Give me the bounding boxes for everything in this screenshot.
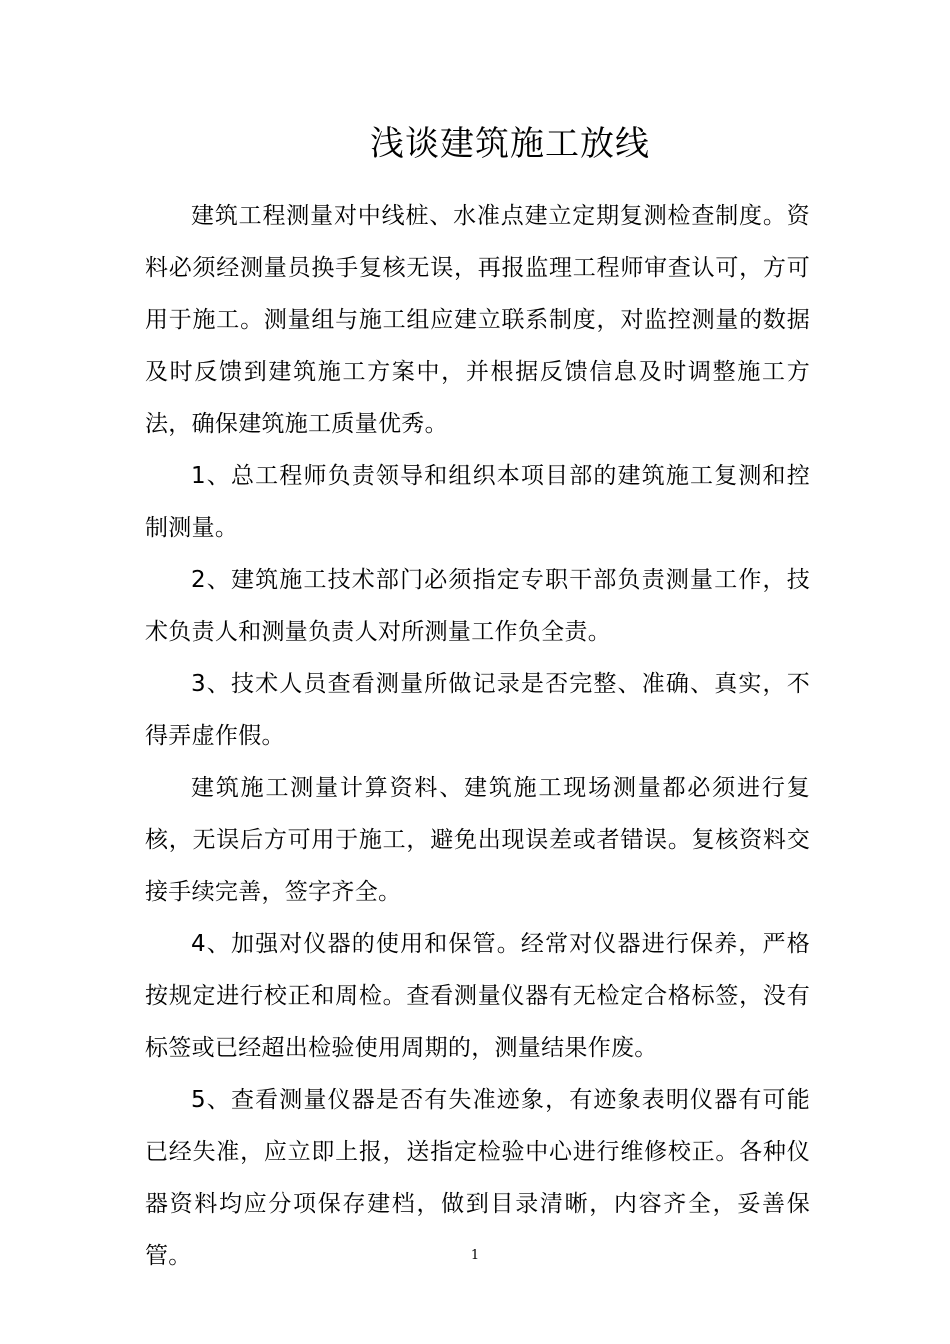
paragraph-intro: 建筑工程测量对中线桩、水准点建立定期复测检查制度。资料必须经测量员换手复核无误，再报监理工程师审查认可，方可用于施工。测量组与施工组应建立联系制度，对监控测量的数据及时反馈到建筑施工方案中，并根据反馈信息及时调整施工方法，确保建筑施工质量优秀。 [145, 203, 810, 437]
paragraph-review: 建筑施工测量计算资料、建筑施工现场测量都必须进行复核，无误后方可用于施工，避免出现误差或者错误。复核资料交接手续完善，签字齐全。 [145, 775, 810, 905]
page-number: 1 [470, 1248, 480, 1263]
paragraph-item-4: 4、加强对仪器的使用和保管。经常对仪器进行保养，严格按规定进行校正和周检。查看测量仪器有无检定合格标签，没有标签或已经超出检验使用周期的，测量结果作废。 [145, 931, 810, 1061]
document-title: 浅谈建筑施工放线 [370, 124, 650, 164]
paragraph-item-1: 1、总工程师负责领导和组织本项目部的建筑施工复测和控制测量。 [145, 463, 810, 541]
paragraph-item-3: 3、技术人员查看测量所做记录是否完整、准确、真实，不得弄虚作假。 [145, 671, 810, 749]
paragraph-item-2: 2、建筑施工技术部门必须指定专职干部负责测量工作，技术负责人和测量负责人对所测量工作负全责。 [145, 567, 810, 645]
paragraph-item-5: 5、查看测量仪器是否有失准迹象，有迹象表明仪器有可能已经失准，应立即上报，送指定检验中心进行维修校正。各种仪器资料均应分项保存建档，做到目录清晰，内容齐全，妥善保管。 [145, 1087, 810, 1269]
document-body [145, 190, 810, 1282]
